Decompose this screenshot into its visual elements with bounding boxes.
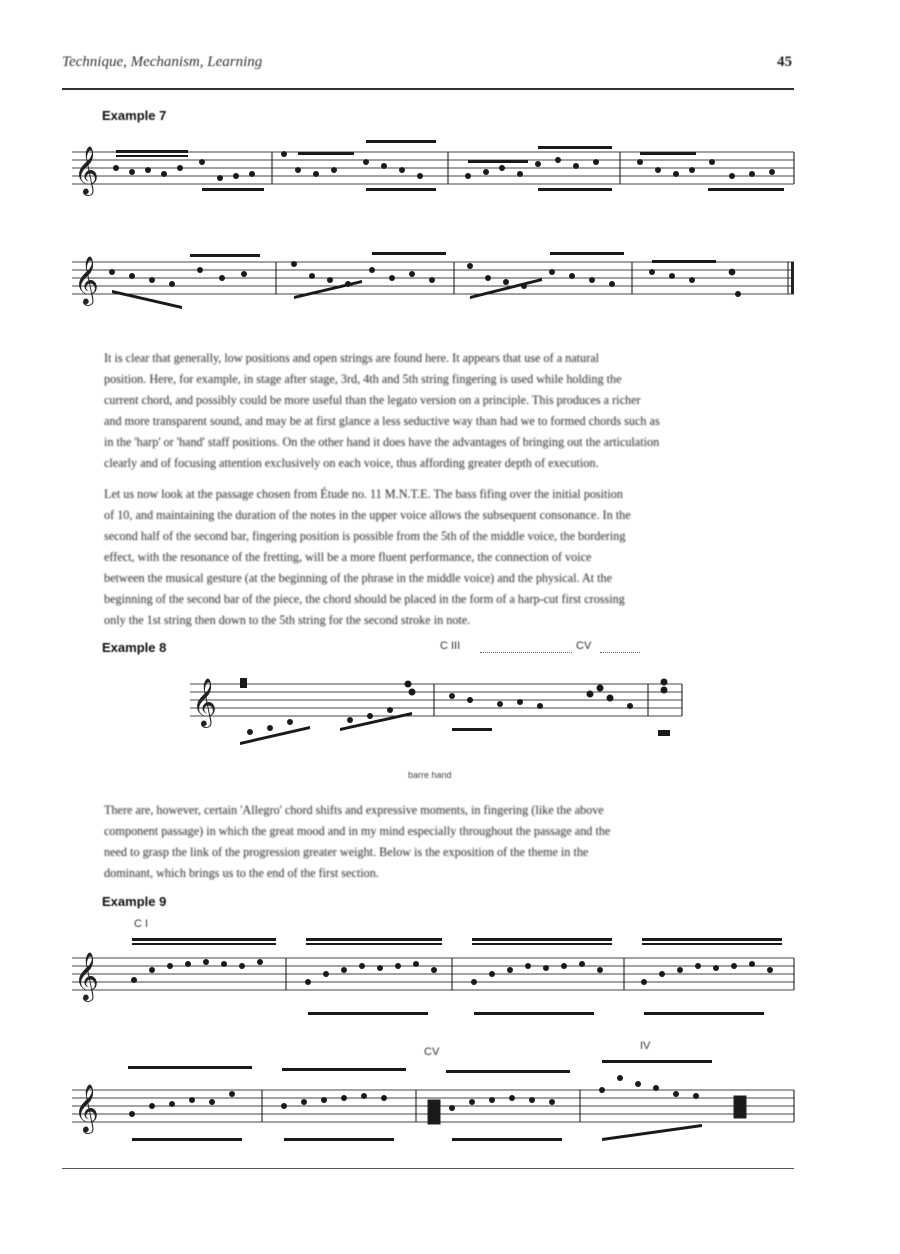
treble-clef-icon: 𝄞 bbox=[74, 951, 99, 1000]
example-8-caption: barre hand bbox=[408, 770, 452, 780]
running-title: Technique, Mechanism, Learning bbox=[62, 54, 263, 70]
note-group bbox=[109, 252, 741, 309]
body-paragraph-1: It is clear that generally, low positions and open strings are found here. It appears that use of a natural position. Here, for example, in stage after stage, 3rd, 4th and 5th string fingering is used while holding the current chord, and possibly could be more useful than the legato version on a principle. This produces a richer and more transparent sound, and may be at first glance a less seductive way than had we to formed chords such as in the 'harp' or 'hand' staff positions. On the other hand it does have the advantages of bringing out the articulation clearly and of focusing attention exclusively on each voice, thus affording greater depth of execution. bbox=[104, 351, 660, 470]
position-marking-c1: C I bbox=[134, 918, 149, 930]
note-group bbox=[131, 938, 782, 1015]
example-7-system-1 bbox=[72, 140, 797, 220]
barre-dotted-line bbox=[480, 652, 572, 653]
barre-end-marking: CV bbox=[576, 640, 592, 652]
barre-dotted-line-end bbox=[600, 652, 640, 653]
running-header bbox=[62, 52, 794, 78]
note-group bbox=[240, 678, 670, 745]
example-8-label: Example 8 bbox=[102, 640, 167, 655]
page-number: 45 bbox=[777, 54, 792, 70]
example-9-system-1 bbox=[72, 936, 797, 1026]
staff-lines bbox=[72, 958, 794, 990]
footer-rule bbox=[62, 1168, 794, 1169]
example-7-system-2 bbox=[72, 250, 797, 330]
body-paragraph-2: Let us now look at the passage chosen from Étude no. 11 M.N.T.E. The bass fifing over the initial position of 10, and maintaining the duration of the notes in the upper voice allows the subsequent consonance. In the second half of the second bar, fingering position is possible from the 5th of the middle voice, the bordering effect, with the resonance of the fretting, will be a more fluent performance, the connection of voice between the musical gesture (at the beginning of the phrase in the middle voice) and the physical. At the beginning of the second bar of the piece, the chord should be placed in the form of a harp-cut first crossing only the 1st string then down to the 5th string for the second stroke in note. bbox=[104, 487, 631, 627]
example-9-label: Example 9 bbox=[102, 894, 167, 909]
body-paragraph-3: There are, however, certain 'Allegro' chord shifts and expressive moments, in fingering (like the above component passage) in which the great mood and in my mind especially throughout the passage and the need to grasp the link of the progression greater weight. Below is the exposition of the theme in the dominant, which brings us to the end of the first section. bbox=[104, 803, 611, 880]
example-8-staff bbox=[190, 670, 690, 760]
treble-clef-icon: 𝄞 bbox=[74, 145, 99, 194]
treble-clef-icon: 𝄞 bbox=[74, 255, 99, 304]
position-marking-iv: IV bbox=[640, 1040, 651, 1052]
treble-clef-icon: 𝄞 bbox=[74, 1083, 99, 1132]
barre-start-marking: C III bbox=[440, 640, 461, 652]
position-marking-cv: CV bbox=[424, 1046, 440, 1058]
header-rule bbox=[62, 88, 794, 90]
example-9-system-2 bbox=[72, 1060, 797, 1155]
example-7-label: Example 7 bbox=[102, 108, 167, 123]
treble-clef-icon: 𝄞 bbox=[192, 677, 217, 726]
note-group bbox=[128, 1060, 746, 1141]
